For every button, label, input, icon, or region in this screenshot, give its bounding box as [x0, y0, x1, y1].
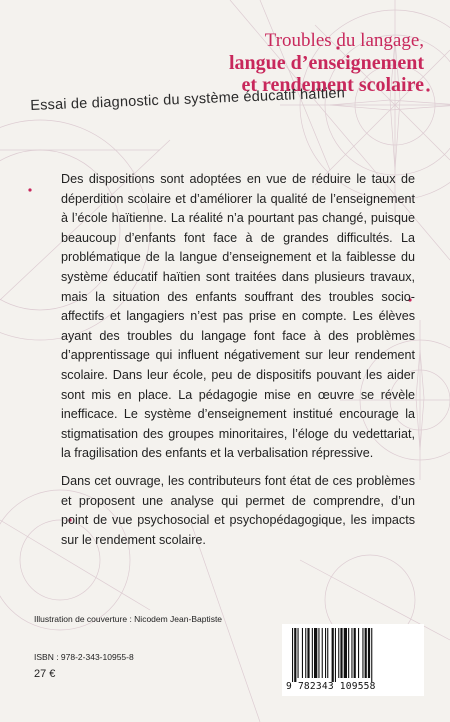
title-line-2: langue d’enseignement [229, 52, 424, 74]
illustration-credit: Illustration de couverture : Nicodem Jean-Baptiste [34, 614, 223, 624]
barcode [282, 624, 424, 696]
title-line-3: et rendement scolaire [241, 74, 424, 96]
barcode-bars [282, 624, 424, 682]
title-line-1: Troubles du langage, [264, 30, 424, 51]
book-subtitle: Essai de diagnostic du système éducatif haïtien [30, 85, 346, 114]
barcode-digits: 9 782343 109558 [286, 681, 376, 692]
blurb-paragraph-2: Dans cet ouvrage, les contributeurs font état de ces problèmes et proposent une analyse qui permet de comprendre, d’un point de vue psychosocial et psychopédagogique, les impacts sur le rendement scolaire. [61, 473, 415, 547]
price: 27 € [34, 668, 56, 680]
blurb-paragraph-1: Des dispositions sont adoptées en vue de réduire le taux de déperdition scolaire et d’améliorer la qualité de l’enseignement à l’école haïtienne. La réalité n’a pourtant pas changé, puisque beaucoup d’enfants font face à de grandes difficultés. La problématique de la langue d’enseignement et la faiblesse du système éducatif haïtien sont traitées dans plusieurs travaux, mais la situation des enfants souffrant des troubles socio-affectifs et langagiers n’est pas prise en compte. Les élèves ayant des troubles du langage font face à des problèmes d’apprentissage qui influent négativement sur leur rendement scolaire. Dans leur école, peu de dispositifs pouvant les aider sont mis en place. La pédagogie mise en œuvre se révèle inefficace. Le système d’enseignement institué encourage la stigmatisation des groupes minoritaires, l’éloge du vedettariat, la fragilisation des enfants et la verbalisation répressive. [61, 172, 415, 461]
blurb [61, 170, 415, 558]
isbn: ISBN : 978-2-343-10955-8 [34, 652, 134, 662]
